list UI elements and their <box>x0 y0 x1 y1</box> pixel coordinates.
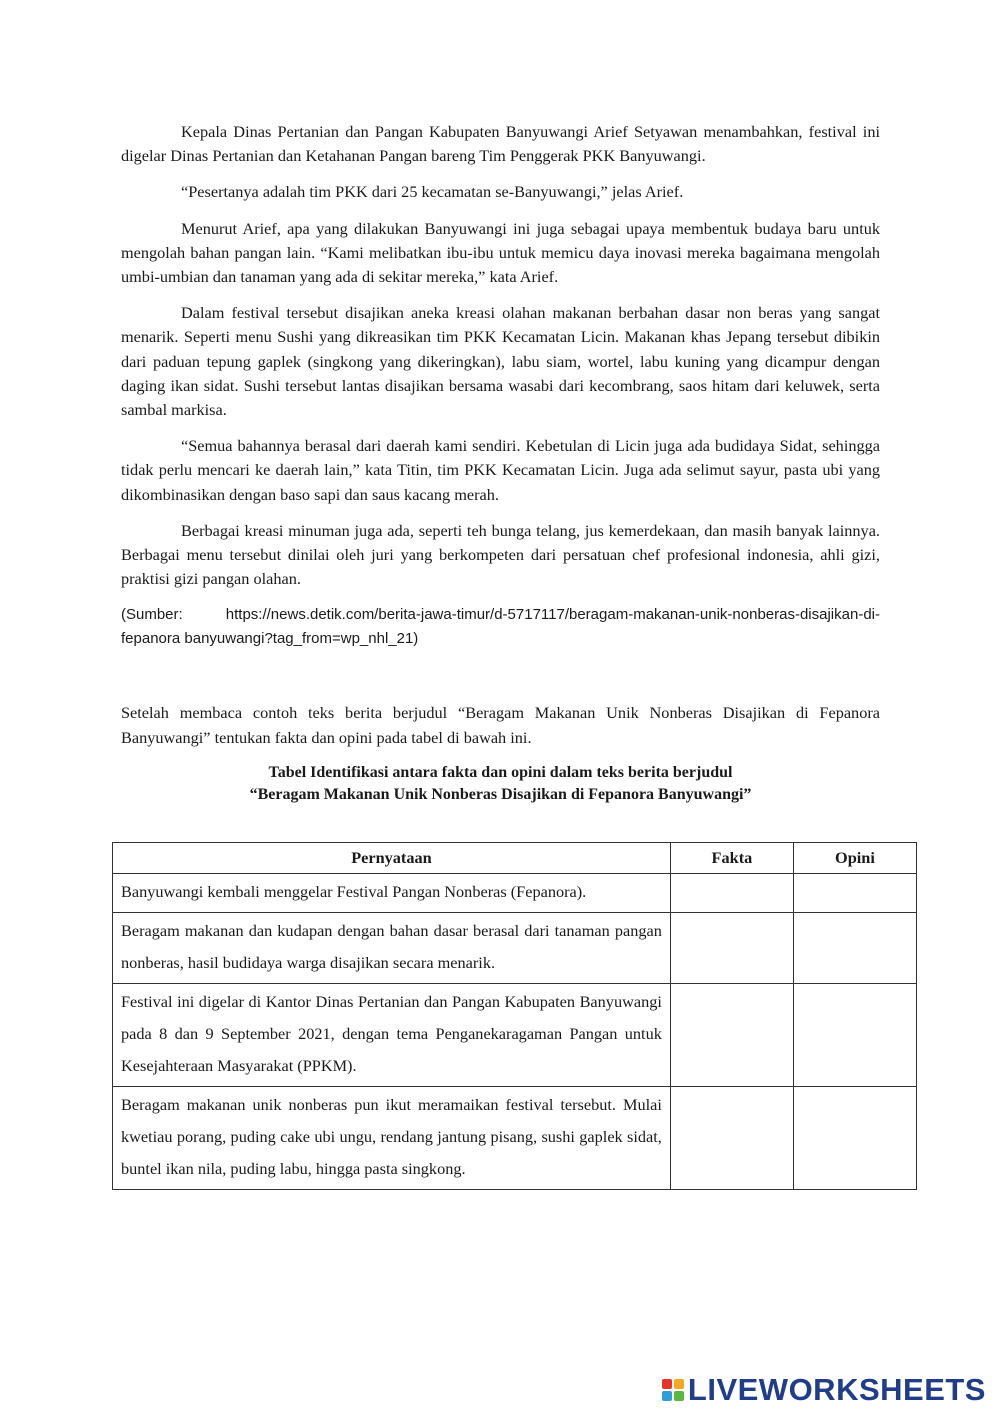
logo-square <box>674 1379 684 1389</box>
fakta-answer-cell[interactable] <box>670 1087 793 1190</box>
statement-cell: Beragam makanan dan kudapan dengan bahan dasar berasal dari tanaman pangan nonberas, hasil budidaya warga disajikan secara menarik. <box>113 913 671 984</box>
paragraph-6: Berbagai kreasi minuman juga ada, seperti teh bunga telang, jus kemerdekaan, dan masih banyak lainnya. Berbagai menu tersebut dinilai oleh juri yang berkompeten dari persatuan chef profesional indonesia, ahli gizi, praktisi gizi pangan olahan. <box>121 520 880 589</box>
paragraph-4: Dalam festival tersebut disajikan aneka kreasi olahan makanan berbahan dasar non beras yang sangat menarik. Seperti menu Sushi yang dikreasikan tim PKK Kecamatan Licin. Makanan khas Jepang tersebut dibikin dari paduan tepung gaplek (singkong yang dikeringkan), labu siam, wortel, labu kuning yang dicampur dengan daging ikan sidat. Sushi tersebut lantas disajikan bersama wasabi dari kecombrang, saos hitam dari keluwek, serta sambal markisa. <box>121 303 880 420</box>
liveworksheets-logo <box>662 1372 986 1408</box>
paragraph-3: Menurut Arief, apa yang dilakukan Banyuwangi ini juga sebagai upaya membentuk budaya baru untuk mengolah bahan pangan lain. “Kami melibatkan ibu-ibu untuk memicu daya inovasi mereka bagaimana mengolah umbi-umbian dan tanaman yang ada di sekitar mereka,” kata Arief. <box>121 218 880 287</box>
paragraph-2: “Pesertanya adalah tim PKK dari 25 kecamatan se-Banyuwangi,” jelas Arief. <box>181 182 684 202</box>
table-row <box>113 984 917 1087</box>
opini-answer-cell[interactable] <box>793 1087 916 1190</box>
liveworksheets-logo-text: LIVEWORKSHEETS <box>687 1372 986 1407</box>
article-body <box>121 120 880 814</box>
statement-cell: Beragam makanan unik nonberas pun ikut meramaikan festival tersebut. Mulai kwetiau porang, puding cake ubi ungu, rendang jantung pisang, sushi gaplek sidat, buntel ikan nila, puding labu, hingga pasta singkong. <box>113 1087 671 1190</box>
table-title <box>121 762 880 806</box>
opini-answer-cell[interactable] <box>793 874 916 913</box>
table-row <box>113 913 917 984</box>
logo-square <box>662 1391 672 1401</box>
fakta-answer-cell[interactable] <box>670 874 793 913</box>
opini-answer-cell[interactable] <box>793 984 916 1087</box>
logo-square <box>674 1391 684 1401</box>
source-citation: (Sumber: https://news.detik.com/berita-jawa-timur/d-5717117/beragam-makanan-unik-nonberas-disajikan-di-fepanora banyuwangi?tag_from=wp_nhl_21) <box>121 606 880 648</box>
fact-opinion-table <box>112 842 917 1190</box>
fakta-answer-cell[interactable] <box>670 984 793 1087</box>
table-row <box>113 1087 917 1190</box>
header-fakta: Fakta <box>670 843 793 874</box>
table-title-line-2: “Beragam Makanan Unik Nonberas Disajikan di Fepanora Banyuwangi” <box>249 785 752 803</box>
statement-cell: Banyuwangi kembali menggelar Festival Pangan Nonberas (Fepanora). <box>113 874 671 913</box>
logo-square <box>662 1379 672 1389</box>
instruction-text: Setelah membaca contoh teks berita berjudul “Beragam Makanan Unik Nonberas Disajikan di Fepanora Banyuwangi” tentukan fakta dan opini pada tabel di bawah ini. <box>121 703 880 747</box>
paragraph-5: “Semua bahannya berasal dari daerah kami sendiri. Kebetulan di Licin juga ada budidaya Sidat, sehingga tidak perlu mencari ke daerah lain,” kata Titin, tim PKK Kecamatan Licin. Juga ada selimut sayur, pasta ubi yang dikombinasikan dengan baso sapi dan saus kacang merah. <box>121 436 880 504</box>
statement-cell: Festival ini digelar di Kantor Dinas Pertanian dan Pangan Kabupaten Banyuwangi pada 8 dan 9 September 2021, dengan tema Penganekaragaman Pangan untuk Kesejahteraan Masyarakat (PPKM). <box>113 984 671 1087</box>
liveworksheets-logo-icon <box>662 1379 684 1401</box>
fakta-answer-cell[interactable] <box>670 913 793 984</box>
paragraph-1: Kepala Dinas Pertanian dan Pangan Kabupaten Banyuwangi Arief Setyawan menambahkan, festival ini digelar Dinas Pertanian dan Ketahanan Pangan bareng Tim Penggerak PKK Banyuwangi. <box>121 122 880 166</box>
opini-answer-cell[interactable] <box>793 913 916 984</box>
header-pernyataan: Pernyataan <box>113 843 671 874</box>
header-opini: Opini <box>793 843 916 874</box>
table-row <box>113 874 917 913</box>
table-title-line-1: Tabel Identifikasi antara fakta dan opini dalam teks berita berjudul <box>268 763 733 781</box>
